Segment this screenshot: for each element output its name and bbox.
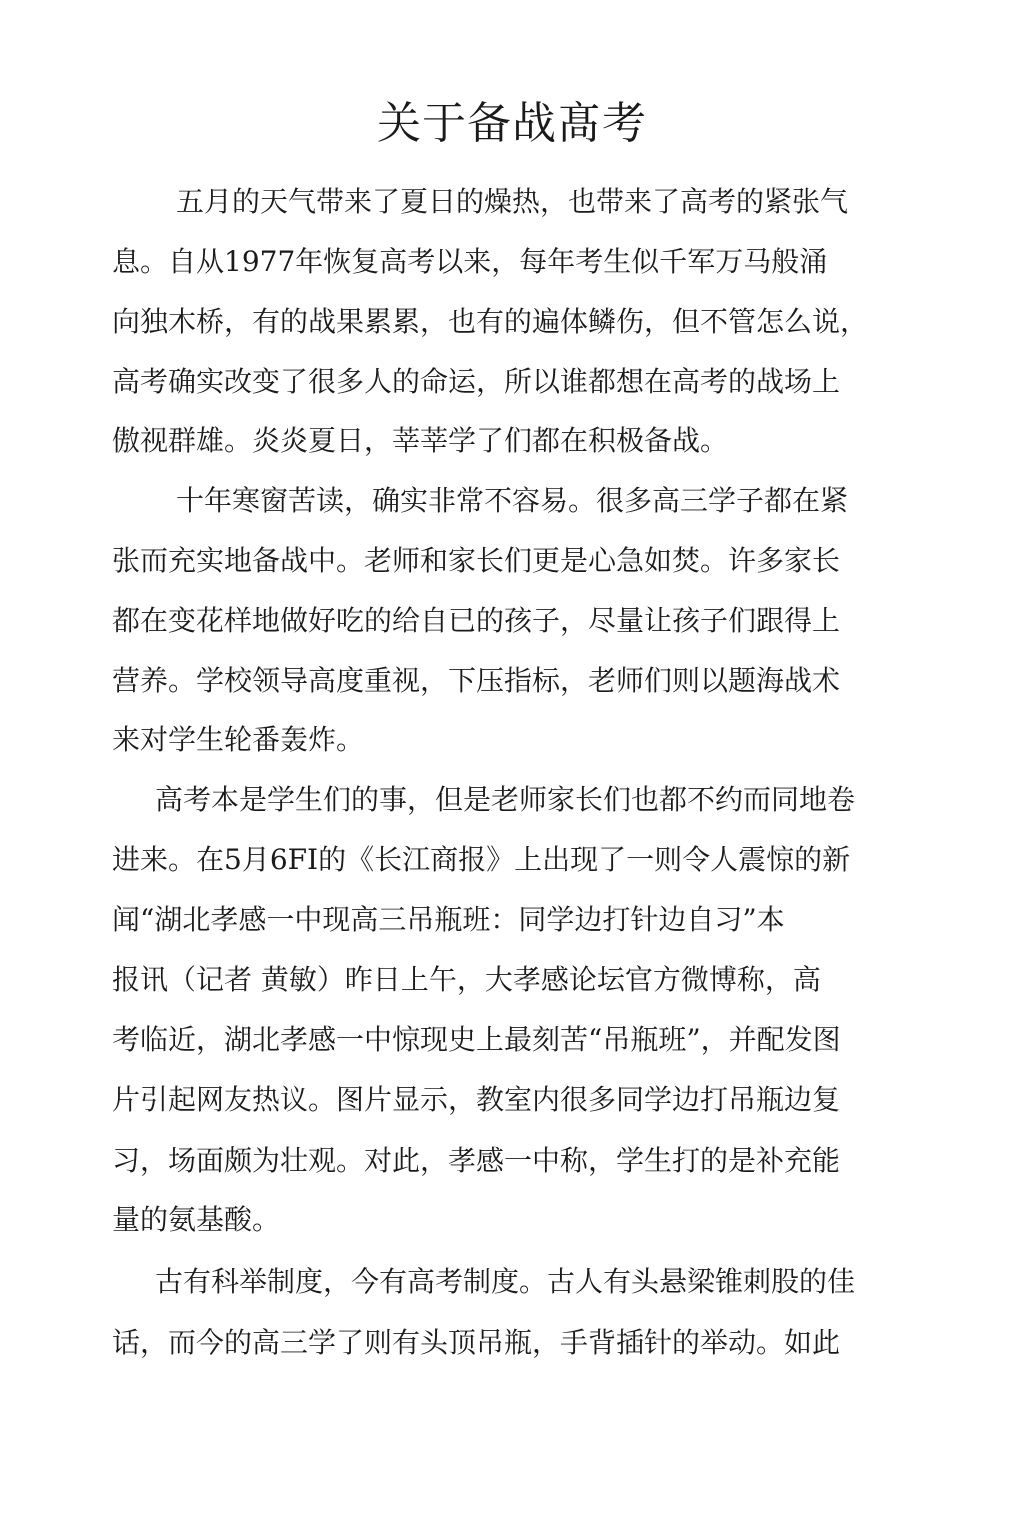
text-line: 向独木桥，有的战果累累，也有的遍体鳞伤，但不管怎么说，	[112, 305, 869, 338]
text-line: 营养。学校领导高度重视，下压指标，老师们则以题海战术	[112, 664, 841, 697]
text-line: 张而充实地备战中。老师和家长们更是心急如焚。许多家长	[112, 544, 841, 577]
text-line: 量的氨基酸。	[112, 1203, 281, 1236]
text-line: 来对学生轮番轰炸。	[112, 723, 365, 756]
text-line: 十年寒窗苦读，确实非常不容易。很多高三学子都在紧	[176, 484, 849, 517]
text-line: 闻“湖北孝感一中现高三吊瓶班：同学边打针边自习”本	[112, 903, 785, 936]
text-line: 都在变花样地做好吃的给自已的孩子，尽量让孩子们跟得上	[112, 604, 841, 637]
text-line: 息。自从1977年恢复高考以来，每年考生似千军万马般涌	[112, 245, 828, 278]
text-line: 五月的天气带来了夏日的燥热，也带来了高考的紧张气	[176, 185, 849, 218]
document-title: 关于备战髙考	[377, 98, 647, 149]
text-line: 考临近，湖北孝感一中惊现史上最刻苦“吊瓶班”，并配发图	[112, 1023, 841, 1056]
text-line: 片引起网友热议。图片显示，教室内很多同学边打吊瓶边复	[112, 1083, 841, 1116]
text-line: 傲视群雄。炎炎夏日，莘莘学了们都在积极备战。	[112, 424, 729, 457]
text-line: 进来。在5月6FI的《长江商报》上出现了一则令人震惊的新	[112, 843, 851, 876]
text-line: 话，而今的高三学了则有头顶吊瓶，手背插针的举动。如此	[112, 1326, 841, 1359]
text-line: 古有科举制度，今有高考制度。古人有头悬梁锥刺股的佳	[155, 1265, 856, 1298]
text-line: 报讯（记者 黄敏）昨日上午，大孝感论坛官方微博称，高	[112, 963, 821, 996]
text-line: 高考本是学生们的事，但是老师家长们也都不约而同地卷	[155, 783, 856, 816]
text-line: 习，场面颇为壮观。对此，孝感一中称，学生打的是补充能	[112, 1144, 841, 1177]
text-line: 高考确实改变了很多人的命运，所以谁都想在高考的战场上	[112, 365, 841, 398]
